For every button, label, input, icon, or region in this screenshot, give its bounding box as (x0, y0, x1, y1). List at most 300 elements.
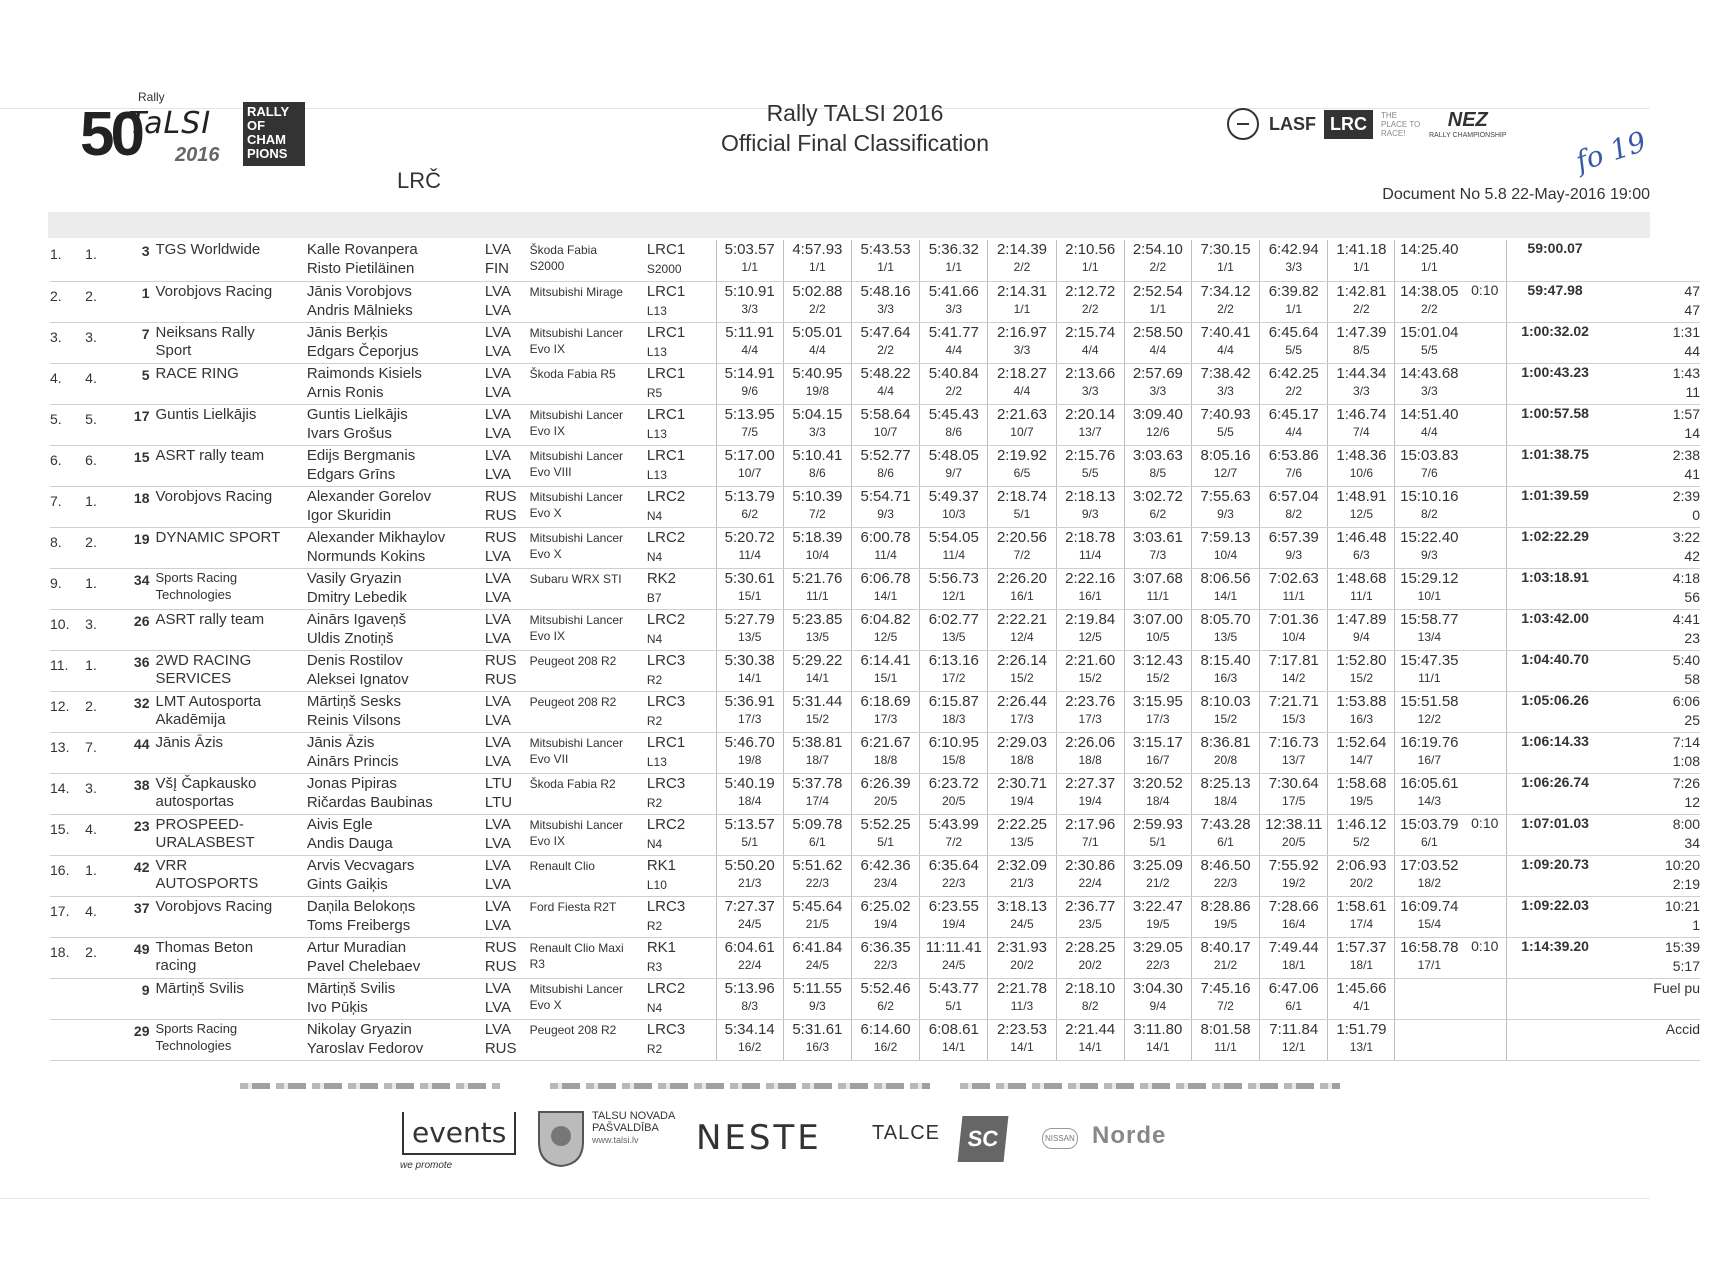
driver-nationality: RUS (484, 938, 517, 956)
stage-time: 6:47.06 (1268, 979, 1319, 997)
entrant-cell (156, 609, 307, 650)
stage-rank: 12/1 (1282, 1039, 1306, 1054)
car-cell (530, 773, 647, 814)
roc-line: OF (247, 118, 266, 133)
lasf-logo: LASF (1269, 113, 1316, 134)
entrant-name: PROSPEED- (155, 815, 244, 833)
stage-time-cell (1124, 363, 1191, 404)
table-row (50, 814, 1700, 855)
table-row (50, 609, 1700, 650)
codriver-name: Reinis Vilsons (306, 711, 401, 729)
stage-rank: 14/1 (1010, 1039, 1034, 1054)
table-header-band (48, 212, 1650, 238)
car-model: Škoda Fabia (529, 243, 597, 257)
stage-time: 5:37.78 (792, 774, 843, 792)
stage-time: 5:40.84 (928, 364, 979, 382)
stage-time: 5:41.66 (928, 282, 979, 300)
gap-to-leader: 47 (1684, 282, 1700, 299)
stage-rank: 6/1 (809, 834, 826, 849)
stage-time-cell (1328, 445, 1395, 486)
championship-class: LRC1 (646, 323, 686, 341)
stage-time: 5:04.15 (792, 405, 843, 423)
driver-name: Vasily Gryazin (306, 569, 402, 587)
stage-time-cell (1395, 691, 1463, 732)
stage-time: 5:27.79 (724, 610, 775, 628)
stage-rank: 13/5 (738, 629, 762, 644)
entrant-cell (156, 486, 307, 527)
stage-time-cell (1056, 1019, 1124, 1060)
stage-time: 6:42.25 (1268, 364, 1319, 382)
car-model: Mitsubishi Lancer (529, 325, 623, 340)
stage-rank: 18/1 (1349, 957, 1374, 972)
stage-time: 3:29.05 (1132, 938, 1183, 956)
stage-rank: 7/4 (1353, 424, 1370, 439)
stage-time: 6:39.82 (1268, 282, 1319, 300)
stage-time: 5:46.70 (724, 733, 775, 751)
stage-rank: 15/4 (1417, 916, 1441, 931)
stage-time: 1:52.80 (1336, 651, 1387, 669)
crew-cell (307, 445, 485, 486)
car-model-line2: Evo VII (529, 751, 569, 766)
stage-rank: 17/3 (738, 711, 762, 726)
gap-to-previous: 14 (1684, 424, 1700, 441)
stage-rank: 7/2 (809, 506, 826, 521)
stage-rank: 12/1 (942, 588, 966, 603)
stage-time: 2:21.78 (996, 979, 1047, 997)
stage-rank: 24/5 (805, 957, 830, 972)
stage-rank: 15/1 (738, 588, 762, 603)
penalty (1463, 978, 1507, 1019)
stage-rank: 17/3 (1078, 711, 1102, 726)
stage-rank: 1/1 (1353, 260, 1370, 274)
stage-time-cell (716, 650, 783, 691)
stage-time: 5:45.43 (928, 405, 979, 423)
stage-time-cell (1056, 732, 1124, 773)
stage-rank: 19/8 (738, 752, 762, 767)
gap-cell (1603, 855, 1700, 896)
stage-time: 16:05.61 (1400, 774, 1459, 792)
total-time: 1:06:14.33 (1507, 732, 1603, 773)
entrant-cell (156, 1019, 307, 1060)
stage-time: 2:31.93 (996, 938, 1047, 956)
stage-rank: 10/7 (873, 424, 898, 439)
gap-cell (1603, 609, 1700, 650)
stage-time: 11:11.41 (925, 938, 982, 956)
entrant-cell (156, 691, 307, 732)
car-group: L13 (646, 426, 667, 441)
overall-position: 17. (50, 896, 85, 937)
driver-name: Raimonds Kisiels (306, 364, 422, 382)
stage-rank: 12/5 (1349, 506, 1374, 521)
nationality-cell (485, 978, 530, 1019)
stage-time-cell (1056, 650, 1124, 691)
stage-time: 5:31.61 (792, 1020, 843, 1038)
total-time: 1:09:22.03 (1507, 896, 1603, 937)
stage-rank: 19/2 (1282, 875, 1306, 890)
stage-rank: 10/4 (805, 547, 830, 562)
page-subtitle: Official Final Classification (720, 130, 989, 156)
stage-time-cell (988, 978, 1056, 1019)
stage-time: 1:58.68 (1336, 774, 1387, 792)
logo-rally-text: Rally (138, 90, 165, 104)
stage-rank: 10/6 (1349, 465, 1374, 480)
stage-time-cell (1124, 568, 1191, 609)
stage-time: 6:45.64 (1268, 323, 1319, 341)
stage-rank: 13/5 (1010, 834, 1034, 849)
stage-time: 2:18.27 (996, 364, 1047, 382)
stage-time-cell (1056, 240, 1124, 281)
stage-rank: 11/1 (1350, 588, 1373, 603)
stage-time-cell (1260, 691, 1328, 732)
stage-time: 3:07.68 (1132, 569, 1183, 587)
municipality-line: PAŠVALDĪBA (592, 1122, 659, 1134)
stage-rank: 4/4 (1081, 342, 1099, 357)
car-model: Peugeot 208 R2 (529, 1022, 617, 1037)
stage-rank: 5/1 (741, 834, 759, 849)
gap-to-leader: 10:20 (1664, 856, 1700, 873)
stage-rank: 7/3 (1149, 547, 1167, 562)
stage-rank: 1/1 (1081, 260, 1099, 274)
stage-time-cell (716, 486, 783, 527)
driver-nationality: LVA (484, 979, 511, 997)
stage-time: 5:13.79 (724, 487, 775, 505)
stage-time: 6:25.02 (860, 897, 911, 915)
stage-rank: 13/5 (1213, 629, 1238, 644)
nationality-cell (485, 322, 530, 363)
stage-time-cell (1328, 240, 1395, 281)
overall-position: 9. (50, 568, 85, 609)
entrant-name: LMT Autosporta (155, 692, 262, 710)
penalty (1463, 240, 1507, 281)
stage-time-cell (1124, 978, 1191, 1019)
table-row (50, 527, 1700, 568)
stage-time-cell (920, 281, 988, 322)
codriver-nationality: LVA (484, 834, 511, 852)
stage-rank: 2/2 (1217, 301, 1234, 316)
stage-time: 1:41.18 (1336, 241, 1387, 258)
table-row (50, 568, 1700, 609)
stage-time: 5:43.99 (928, 815, 979, 833)
stage-time: 5:23.85 (792, 610, 843, 628)
talsi-coat-of-arms-icon (535, 1108, 587, 1168)
gap-to-previous: 23 (1684, 629, 1700, 646)
car-number: 23 (117, 814, 155, 855)
stage-time-cell (1191, 691, 1259, 732)
stage-time: 5:13.95 (724, 405, 775, 423)
stage-rank: 10/7 (1010, 424, 1034, 439)
stage-time-cell (1328, 855, 1395, 896)
stage-time-cell (1191, 937, 1259, 978)
stage-time-cell (1328, 568, 1395, 609)
events-logo-text: events (412, 1116, 507, 1149)
stage-time-cell (1395, 240, 1463, 281)
class-cell (647, 732, 716, 773)
entrant-name: Neiksans Rally (155, 323, 255, 341)
stage-rank: 3/3 (809, 424, 826, 439)
nationality-cell (485, 445, 530, 486)
stage-time-cell (1395, 445, 1463, 486)
stage-time: 8:05.70 (1200, 610, 1251, 628)
stage-time: 5:48.16 (860, 282, 911, 300)
stage-time-cell (1260, 937, 1328, 978)
stage-time: 5:48.05 (928, 446, 979, 464)
stage-time-cell (1191, 609, 1259, 650)
codriver-name: Arnis Ronis (306, 383, 384, 401)
stage-time-cell (1260, 404, 1328, 445)
car-group: N4 (646, 836, 663, 851)
stage-time-cell (783, 773, 851, 814)
gap-cell (1603, 240, 1700, 281)
crew-cell (307, 978, 485, 1019)
car-group: L13 (646, 754, 667, 769)
stage-rank: 15/1 (873, 670, 898, 685)
stage-rank: 3/3 (1217, 383, 1234, 398)
driver-name: Arvis Vecvagars (306, 856, 415, 874)
class-position: 1. (85, 486, 117, 527)
stage-rank: 10/7 (738, 465, 762, 480)
entrant-cell (156, 937, 307, 978)
stage-time: 2:28.25 (1065, 938, 1116, 956)
gap-to-leader: 1:31 (1672, 323, 1700, 340)
stage-time: 6:42.36 (860, 856, 911, 874)
stage-time-cell (988, 773, 1056, 814)
gap-to-leader: 15:39 (1664, 938, 1700, 955)
stage-rank: 9/3 (1081, 506, 1099, 521)
stage-rank: 20/2 (1349, 875, 1374, 890)
stage-time-cell (1056, 978, 1124, 1019)
stage-time-cell (1328, 650, 1395, 691)
penalty (1463, 363, 1507, 404)
stage-time-cell (716, 281, 783, 322)
stage-rank: 9/4 (1149, 998, 1167, 1013)
gap-to-leader: 1:57 (1672, 405, 1700, 422)
stage-rank: 3/3 (1353, 383, 1370, 398)
stage-time: 1:46.74 (1336, 405, 1387, 423)
stage-time: 8:40.17 (1200, 938, 1251, 956)
stage-time: 2:17.96 (1065, 815, 1116, 833)
stage-time: 2:18.10 (1065, 979, 1116, 997)
car-group: R2 (646, 672, 663, 687)
table-row (50, 937, 1700, 978)
stage-rank: 14/1 (1078, 1039, 1102, 1054)
stage-time: 14:51.40 (1400, 405, 1459, 423)
driver-name: Jānis Āzis (306, 733, 375, 751)
driver-nationality: LTU (484, 774, 513, 792)
stage-time-cell (1260, 814, 1328, 855)
entrant-cell (156, 814, 307, 855)
stage-rank: 2/2 (1420, 301, 1438, 316)
stage-time: 2:20.56 (996, 528, 1047, 546)
codriver-nationality: LVA (484, 998, 511, 1016)
stage-time: 5:18.39 (792, 528, 843, 546)
stage-time: 2:54.10 (1132, 241, 1183, 258)
overall-position: 18. (50, 937, 85, 978)
overall-position (50, 978, 85, 1019)
stage-time-cell (1056, 937, 1124, 978)
stage-time-cell (1328, 322, 1395, 363)
footer-divider (240, 1083, 500, 1089)
stage-time-cell (1056, 568, 1124, 609)
stage-time: 2:10.56 (1065, 241, 1116, 258)
stage-time-cell (1260, 568, 1328, 609)
stage-rank: 13/1 (1349, 1039, 1374, 1054)
stage-rank: 22/3 (1146, 957, 1170, 972)
codriver-name: Aleksei Ignatov (306, 670, 409, 688)
entrant-name: 2WD RACING (155, 651, 252, 669)
car-model: Peugeot 208 R2 (529, 694, 617, 709)
stage-time-cell (1328, 937, 1395, 978)
stage-time: 5:30.38 (724, 651, 775, 669)
driver-nationality: LVA (484, 323, 511, 341)
class-position: 2. (85, 937, 117, 978)
stage-time: 6:14.41 (860, 651, 911, 669)
car-cell (530, 445, 647, 486)
class-position: 3. (85, 322, 117, 363)
stage-time-cell (1395, 896, 1463, 937)
gap-cell (1603, 486, 1700, 527)
stage-rank: 7/6 (1285, 465, 1303, 480)
stage-time-cell (716, 609, 783, 650)
stage-time-cell (783, 445, 851, 486)
crew-cell (307, 486, 485, 527)
entrant-name: Vorobjovs Racing (155, 282, 273, 300)
stage-time-cell (1191, 1019, 1259, 1060)
stage-time: 6:15.87 (928, 692, 979, 710)
stage-time: 5:31.44 (792, 692, 843, 710)
stage-rank: 7/5 (741, 424, 759, 439)
table-row (50, 896, 1700, 937)
stage-time-cell (783, 609, 851, 650)
stage-time: 7:43.28 (1200, 815, 1251, 833)
stage-rank: 9/7 (945, 465, 963, 480)
gap-to-leader: Fuel pu (1653, 979, 1700, 996)
entrant-cell (156, 240, 307, 281)
car-model-line2: Evo X (529, 505, 562, 520)
stage-rank: 15/2 (805, 711, 830, 726)
gap-to-leader: 5:40 (1672, 651, 1700, 668)
stage-time: 5:13.57 (724, 815, 775, 833)
car-model: Renault Clio Maxi (529, 940, 624, 955)
stage-time: 3:04.30 (1132, 979, 1183, 997)
car-model: Mitsubishi Lancer (529, 489, 623, 504)
stage-time: 7:45.16 (1200, 979, 1251, 997)
stage-time: 5:21.76 (792, 569, 843, 587)
stage-time: 6:36.35 (860, 938, 911, 956)
car-group: B7 (646, 590, 662, 605)
entrant-cell (156, 527, 307, 568)
car-group: R2 (646, 918, 663, 933)
stage-time: 15:01.04 (1400, 323, 1459, 341)
stage-time-cell (783, 527, 851, 568)
championship-class: LRC2 (646, 528, 686, 546)
stage-time-cell (1124, 322, 1191, 363)
codriver-nationality: RUS (484, 1039, 517, 1057)
driver-nationality: LVA (484, 897, 511, 915)
total-time: 1:07:01.03 (1507, 814, 1603, 855)
stage-rank: 15/2 (1078, 670, 1102, 685)
stage-rank: 17/5 (1282, 793, 1306, 808)
stage-time: 7:38.42 (1200, 364, 1251, 382)
car-group: R2 (646, 1041, 663, 1056)
class-cell (647, 486, 716, 527)
stage-time-cell (988, 363, 1056, 404)
stage-time: 17:03.52 (1400, 856, 1459, 874)
driver-nationality: LVA (484, 815, 511, 833)
codriver-name: Edgars Čeporjus (306, 342, 419, 360)
penalty (1463, 691, 1507, 732)
car-model-line2: Evo IX (529, 833, 565, 848)
gap-cell (1603, 322, 1700, 363)
stage-time-cell (1191, 486, 1259, 527)
stage-rank: 4/4 (1149, 342, 1167, 357)
stage-time-cell (988, 650, 1056, 691)
stage-time-cell (1395, 978, 1463, 1019)
class-cell (647, 896, 716, 937)
stage-rank: 4/4 (1420, 424, 1438, 439)
stage-rank: 4/4 (945, 342, 963, 357)
stage-time: 2:30.86 (1065, 856, 1116, 874)
stage-time-cell (1395, 322, 1463, 363)
gap-to-previous: 34 (1684, 834, 1700, 851)
class-position: 2. (85, 281, 117, 322)
stage-time-cell (851, 650, 919, 691)
car-cell (530, 404, 647, 445)
stage-time-cell (988, 855, 1056, 896)
municipality-url: www.talsi.lv (592, 1135, 639, 1145)
stage-rank: 11/4 (874, 547, 897, 562)
stage-time: 7:16.73 (1268, 733, 1319, 751)
stage-time: 1:53.88 (1336, 692, 1387, 710)
car-cell (530, 650, 647, 691)
stage-rank: 14/7 (1349, 752, 1374, 767)
entrant-name: Guntis Lielkājis (155, 405, 257, 423)
stage-time: 1:46.48 (1336, 528, 1387, 546)
stage-time: 2:19.92 (996, 446, 1047, 464)
car-model-line2: Evo IX (529, 423, 565, 438)
stage-rank: 11/3 (1010, 998, 1034, 1013)
stage-rank: 4/1 (1353, 998, 1370, 1013)
stage-rank: 9/3 (1217, 506, 1234, 521)
stage-rank: 13/4 (1417, 629, 1441, 644)
stage-time-cell (851, 691, 919, 732)
stage-time-cell (716, 732, 783, 773)
stage-time-cell (783, 322, 851, 363)
stage-time-cell (1191, 404, 1259, 445)
stage-time: 6:23.72 (928, 774, 979, 792)
stage-rank: 19/5 (1349, 793, 1374, 808)
stage-time-cell (716, 896, 783, 937)
class-cell (647, 650, 716, 691)
total-time: 1:03:42.00 (1507, 609, 1603, 650)
gap-to-leader: 4:41 (1672, 610, 1700, 627)
stage-time-cell (1191, 896, 1259, 937)
stage-time: 6:21.67 (860, 733, 911, 751)
stage-time: 2:18.13 (1065, 487, 1116, 505)
nationality-cell (485, 814, 530, 855)
stage-time: 5:10.39 (792, 487, 843, 505)
entrant-name-line2: racing (155, 956, 197, 974)
stage-rank: 22/4 (1078, 875, 1102, 890)
stage-time-cell (1328, 978, 1395, 1019)
stage-rank: 10/4 (1282, 629, 1306, 644)
codriver-name: Risto Pietiläinen (306, 260, 415, 277)
driver-name: Alexander Mikhaylov (306, 528, 446, 546)
stage-rank: 4/4 (741, 342, 759, 357)
stage-time: 1:52.64 (1336, 733, 1387, 751)
events-tagline: we promote (400, 1160, 453, 1171)
stage-time: 8:15.40 (1200, 651, 1251, 669)
stage-time: 14:43.68 (1400, 364, 1459, 382)
